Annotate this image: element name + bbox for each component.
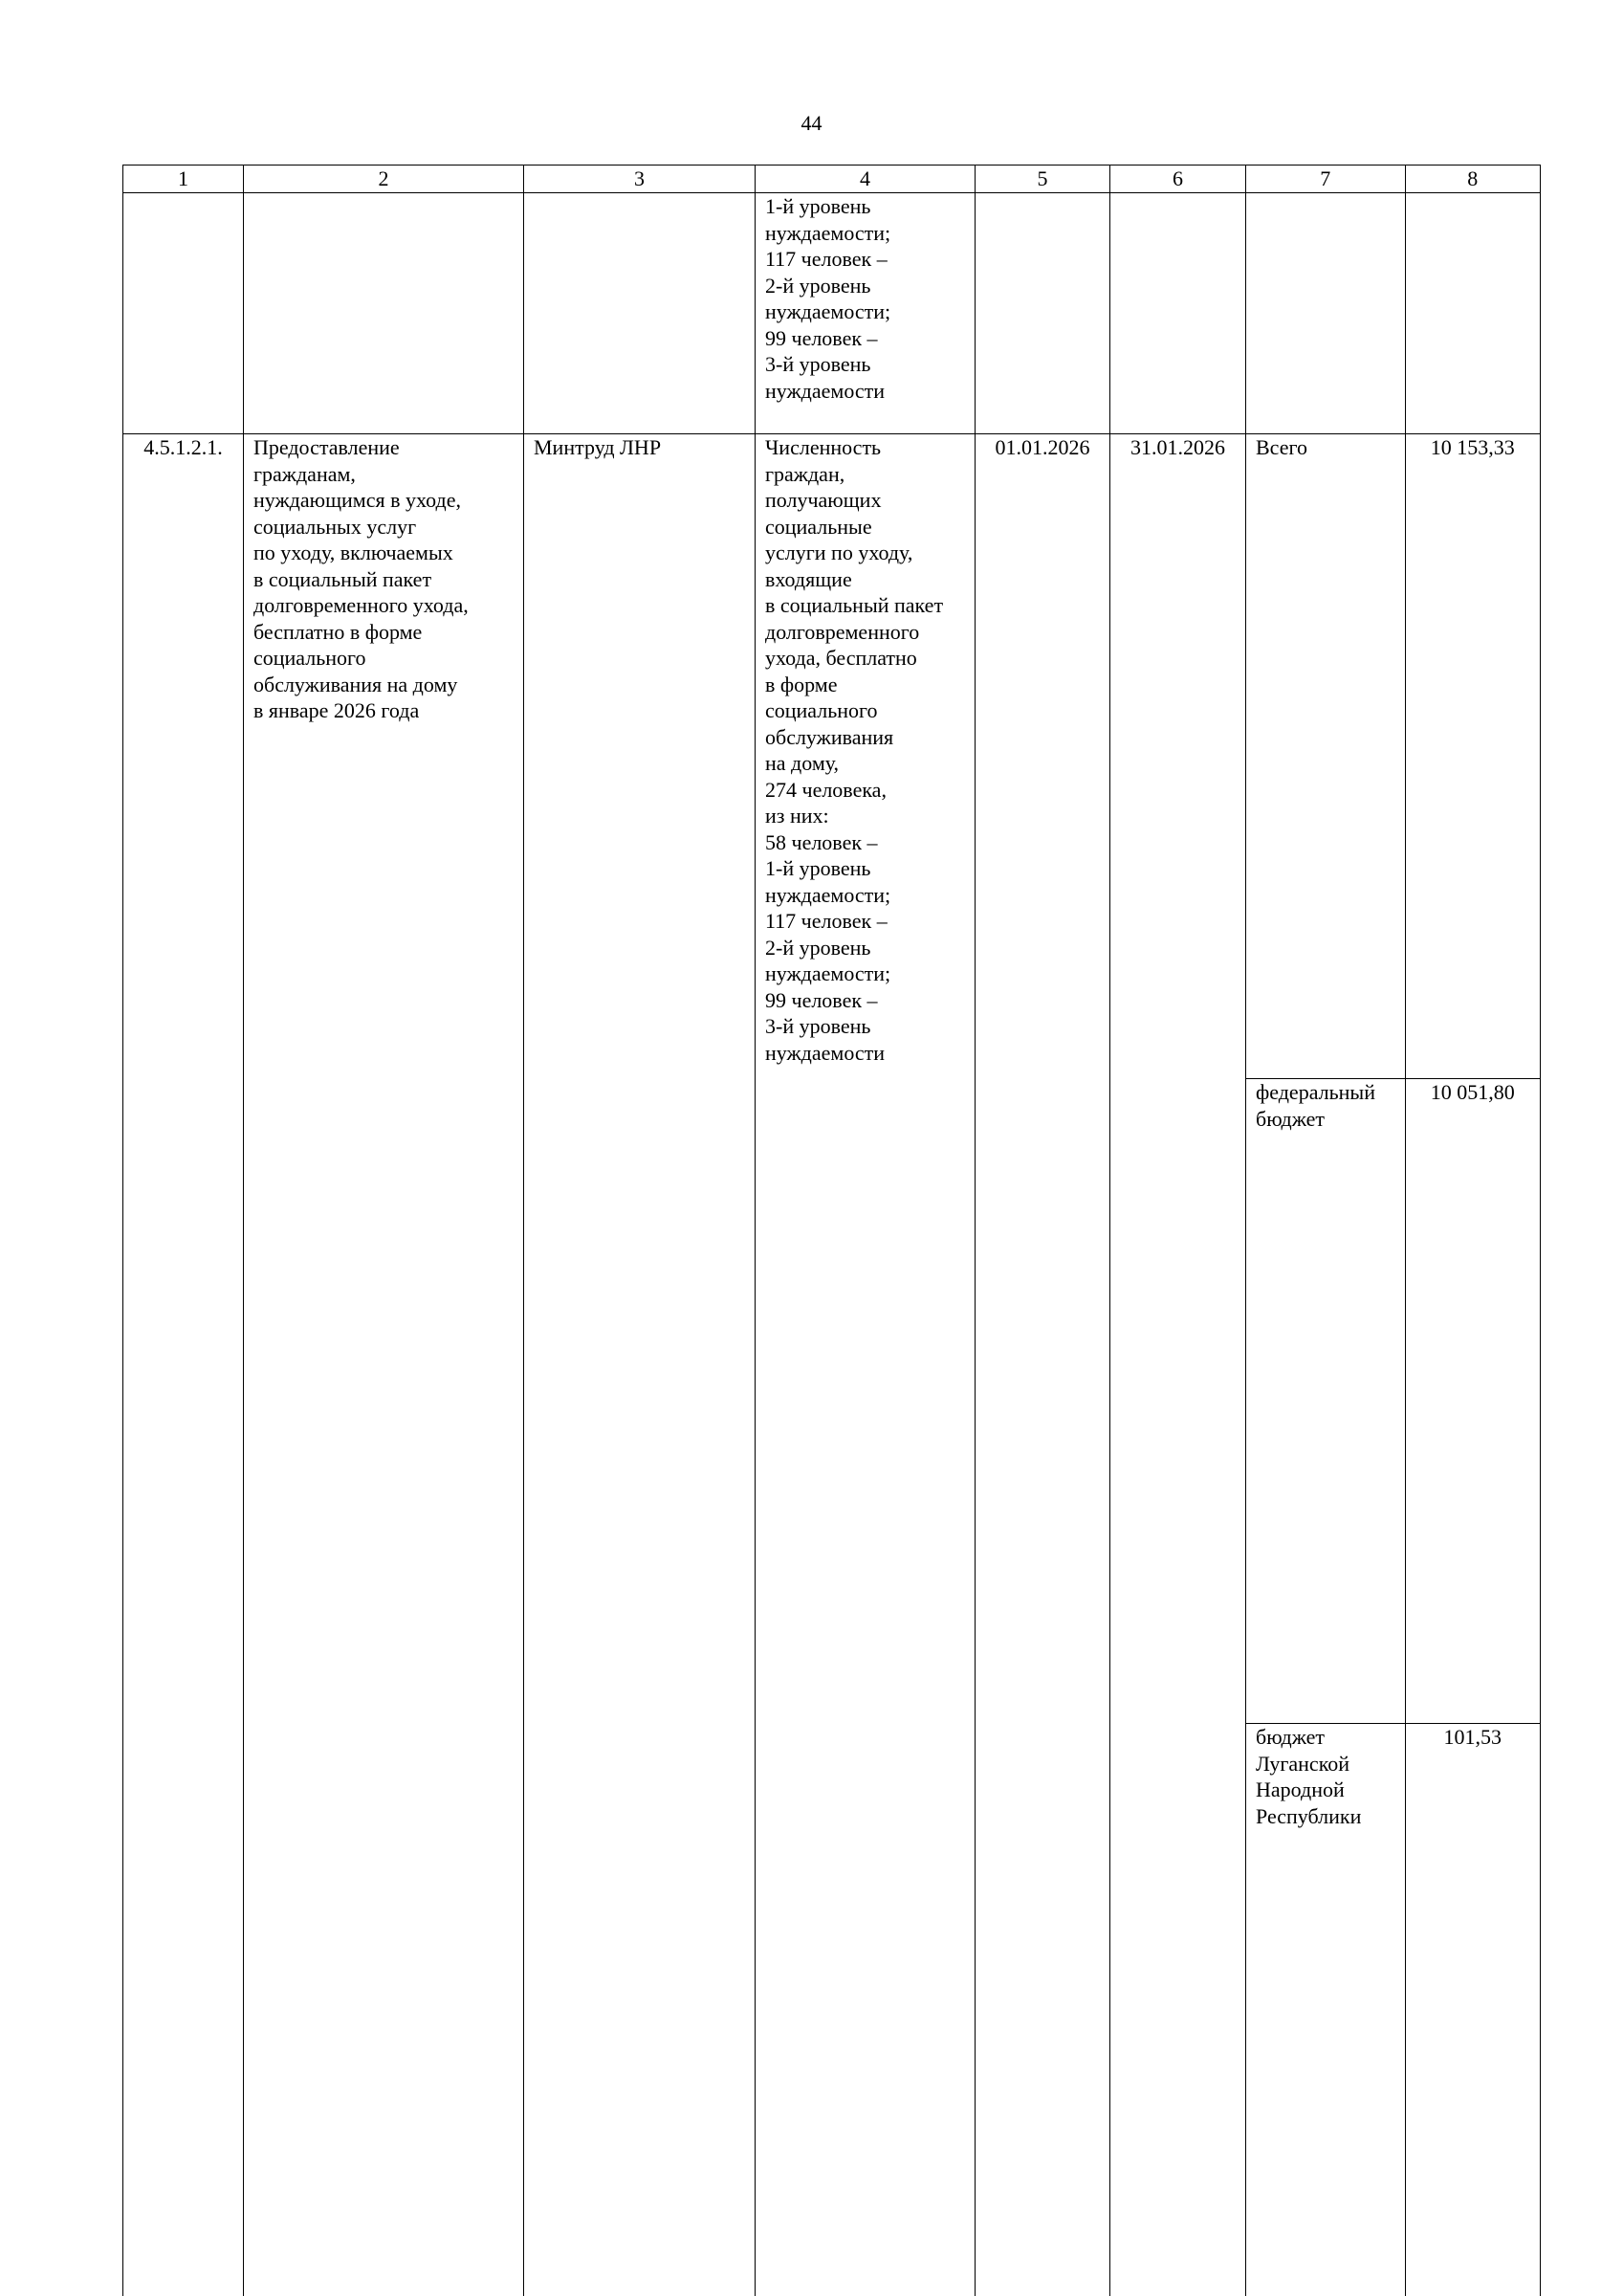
- text-line: бюджет: [1256, 1724, 1395, 1751]
- text-line: 274 человека,: [765, 777, 965, 804]
- text-line: из них:: [765, 803, 965, 829]
- executor: Минтруд ЛНР: [534, 435, 661, 459]
- text-line: в социальный пакет: [765, 592, 965, 619]
- text-line: бесплатно в форме: [253, 619, 514, 646]
- text-line: нуждаемости: [765, 1040, 965, 1067]
- text-line: ухода, бесплатно: [765, 645, 965, 672]
- text-line: в социальный пакет: [253, 566, 514, 593]
- text-line: долговременного ухода,: [253, 592, 514, 619]
- text-line: 1-й уровень: [765, 193, 965, 220]
- text-line: нуждаемости;: [765, 220, 965, 247]
- text-line: бюджет: [1256, 1106, 1395, 1133]
- text-line: федеральный: [1256, 1079, 1395, 1106]
- text-line: обслуживания на дому: [253, 672, 514, 698]
- column-header-7: 7: [1246, 166, 1406, 193]
- page-number: 44: [0, 111, 1623, 136]
- financing-cell: [1246, 434, 1541, 2296]
- text-line: 117 человек –: [765, 908, 965, 935]
- text-line: социального: [765, 697, 965, 724]
- text-line: обслуживания: [765, 724, 965, 751]
- column-header-4: 4: [756, 166, 976, 193]
- financing-source: [1246, 1724, 1405, 2296]
- text-line: 99 человек –: [765, 325, 965, 352]
- text-line: услуги по уходу,: [765, 540, 965, 566]
- financing-amount: [1405, 434, 1540, 1079]
- row-number: 4.5.1.2.1.: [143, 435, 223, 459]
- cell-empty: [976, 193, 1110, 434]
- start-date: 01.01.2026: [996, 435, 1090, 459]
- cell-empty: [524, 193, 756, 434]
- text-line: 58 человек –: [765, 829, 965, 856]
- financing-row-total: [1246, 434, 1540, 1079]
- column-header-5: 5: [976, 166, 1110, 193]
- amount-value: 10 153,33: [1431, 435, 1515, 459]
- cell-empty: [1405, 193, 1540, 434]
- text-line: граждан,: [765, 461, 965, 488]
- text-line: нуждаемости: [765, 378, 965, 405]
- cell-empty: [1110, 193, 1246, 434]
- text-line: 1-й уровень: [765, 855, 965, 882]
- text-line: 2-й уровень: [765, 935, 965, 961]
- text-line: социальные: [765, 514, 965, 541]
- financing-source: [1246, 434, 1405, 1079]
- text-line: Народной: [1256, 1777, 1395, 1803]
- financing-table: [1246, 434, 1540, 2296]
- end-date-cell: [1110, 434, 1246, 2296]
- financing-amount: [1405, 1724, 1540, 2296]
- continuation-indicator-cell: [756, 193, 976, 434]
- row-number-cell: [123, 434, 244, 2296]
- activity-name-cell: [244, 434, 524, 2296]
- table-row-continuation: [123, 193, 1541, 434]
- header-row: [123, 166, 1541, 193]
- text-line: в январе 2026 года: [253, 697, 514, 724]
- amount-value: 101,53: [1444, 1725, 1502, 1749]
- text-line: гражданам,: [253, 461, 514, 488]
- text-line: получающих: [765, 487, 965, 514]
- end-date: 31.01.2026: [1130, 435, 1225, 459]
- text-line: 3-й уровень: [765, 1013, 965, 1040]
- text-line: долговременного: [765, 619, 965, 646]
- text-line: 2-й уровень: [765, 273, 965, 299]
- text-line: на дому,: [765, 750, 965, 777]
- text-line: Численность: [765, 434, 965, 461]
- executor-cell: [524, 434, 756, 2296]
- text-line: 99 человек –: [765, 987, 965, 1014]
- column-header-2: 2: [244, 166, 524, 193]
- column-header-8: 8: [1405, 166, 1540, 193]
- cell-empty: [1246, 193, 1406, 434]
- text-line: нуждаемости;: [765, 882, 965, 909]
- column-header-6: 6: [1110, 166, 1246, 193]
- amount-value: 10 051,80: [1431, 1080, 1515, 1104]
- indicator-cell: [756, 434, 976, 2296]
- text-line: нуждающимся в уходе,: [253, 487, 514, 514]
- text-line: Всего: [1256, 434, 1395, 461]
- text-line: Республики: [1256, 1803, 1395, 1830]
- text-line: социального: [253, 645, 514, 672]
- text-line: социальных услуг: [253, 514, 514, 541]
- financing-source: [1246, 1079, 1405, 1724]
- text-line: входящие: [765, 566, 965, 593]
- table-row: [123, 434, 1541, 2296]
- text-line: нуждаемости;: [765, 298, 965, 325]
- text-line: Предоставление: [253, 434, 514, 461]
- financing-row-federal: [1246, 1079, 1540, 1724]
- text-line: 3-й уровень: [765, 351, 965, 378]
- cell-empty: [123, 193, 244, 434]
- text-line: по уходу, включаемых: [253, 540, 514, 566]
- program-table: [122, 165, 1541, 2296]
- financing-amount: [1405, 1079, 1540, 1724]
- financing-row-regional: [1246, 1724, 1540, 2296]
- start-date-cell: [976, 434, 1110, 2296]
- text-line: 117 человек –: [765, 246, 965, 273]
- cell-empty: [244, 193, 524, 434]
- column-header-3: 3: [524, 166, 756, 193]
- text-line: в форме: [765, 672, 965, 698]
- text-line: нуждаемости;: [765, 960, 965, 987]
- text-line: Луганской: [1256, 1751, 1395, 1777]
- column-header-1: 1: [123, 166, 244, 193]
